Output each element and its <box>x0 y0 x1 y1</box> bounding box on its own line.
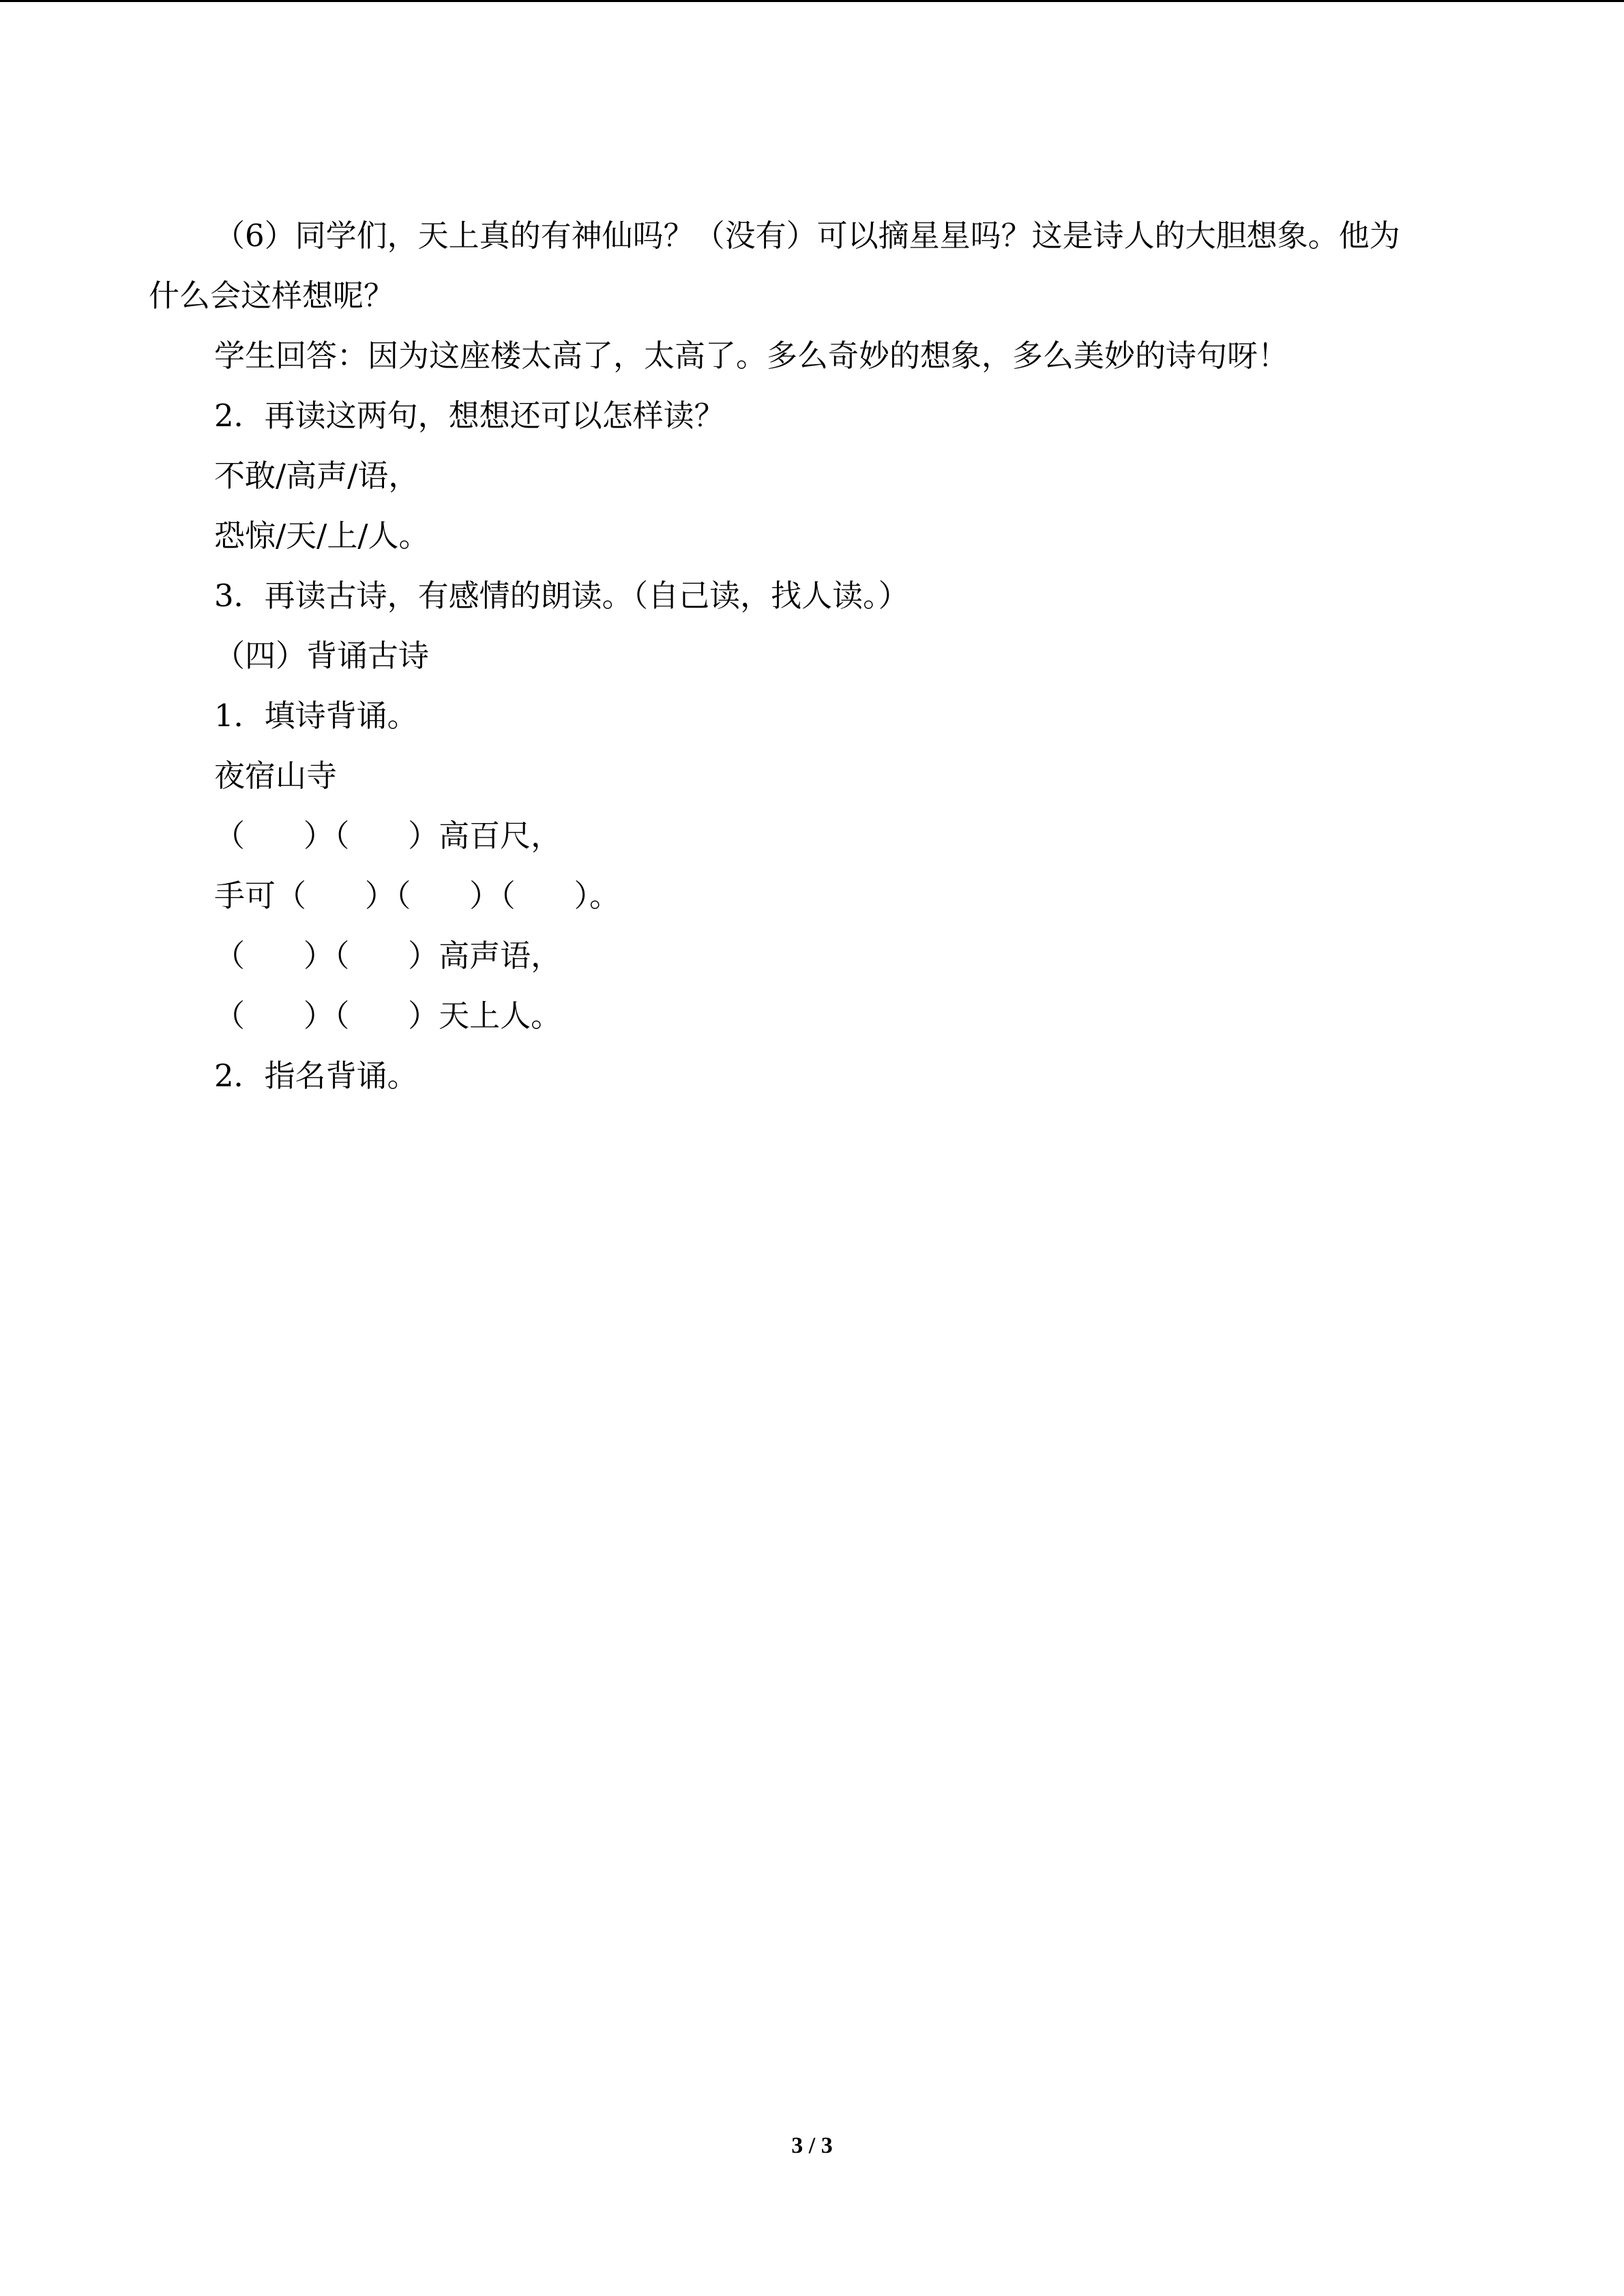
poem-title: 夜宿山寺 <box>214 758 338 794</box>
paragraph-student-answer: 学生回答：因为这座楼太高了，太高了。多么奇妙的想象，多么美妙的诗句呀！ <box>214 338 1289 374</box>
poem-fill-line1: （ ）（ ）高百尺， <box>214 818 562 854</box>
poem-fill-line2: 手可（ ）（ ）（ ）。 <box>214 878 620 914</box>
paragraph-question-6-line1: （6）同学们，天上真的有神仙吗？（没有）可以摘星星吗？这是诗人的大胆想象。他为 <box>214 218 1400 254</box>
paragraph-question-6-line2: 什么会这样想呢？ <box>149 278 395 314</box>
page-number: 3 / 3 <box>791 2133 833 2158</box>
poem-rhythm-line2: 恐惊/天/上/人。 <box>214 518 430 554</box>
paragraph-emotional-reading: 3．再读古诗，有感情的朗读。（自己读，找人读。） <box>214 578 909 614</box>
poem-fill-line3: （ ）（ ）高声语， <box>214 938 562 974</box>
section-heading-recite: （四）背诵古诗 <box>214 638 430 674</box>
paragraph-recite-by-name: 2．指名背诵。 <box>214 1058 418 1094</box>
document-body <box>149 206 1475 1106</box>
paragraph-reread-step: 2．再读这两句，想想还可以怎样读？ <box>214 398 725 434</box>
page-top-border <box>0 0 1624 2</box>
paragraph-fill-poem: 1．填诗背诵。 <box>214 698 418 734</box>
poem-rhythm-line1: 不敢/高声/语， <box>214 458 419 494</box>
poem-fill-line4: （ ）（ ）天上人。 <box>214 998 562 1034</box>
